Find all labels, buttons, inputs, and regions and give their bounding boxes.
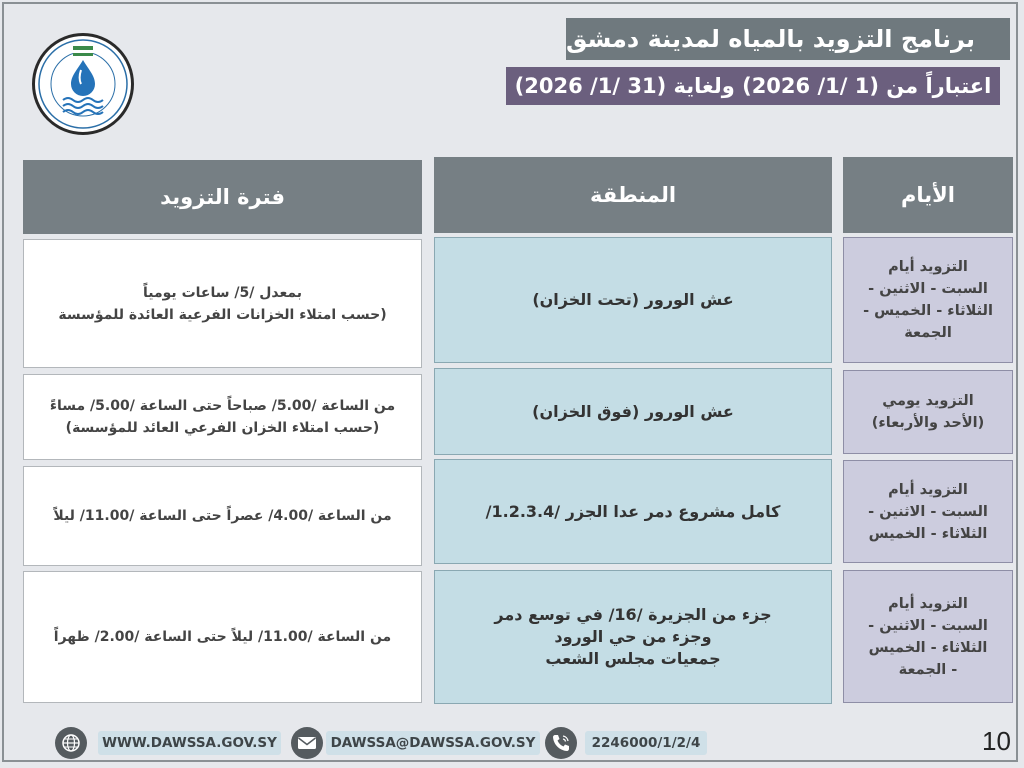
row-1-period: بمعدل /5/ ساعات يومياً (حسب امتلاء الخزانات الفرعية العائدة للمؤسسة [23,239,422,368]
row-1-days: التزويد أيام السبت - الاثنين - الثلاثاء - الخميس - الجمعة [843,237,1013,363]
organization-logo [32,33,134,135]
date-range-subtitle: اعتباراً من (1 /1/ 2026) ولغاية (31 /1/ 2026) [506,67,1000,105]
row-4-period: من الساعة /11.00/ ليلاً حتى الساعة /2.00/ ظهراً [23,571,422,703]
header-period: فترة التزويد [23,160,422,234]
row-2-days: التزويد يومي (الأحد والأربعاء) [843,370,1013,454]
row-4-days: التزويد أيام السبت - الاثنين - الثلاثاء - الخميس - الجمعة [843,570,1013,703]
header-days: الأيام [843,157,1013,233]
phone-number[interactable]: 2246000/1/2/4 [585,731,707,755]
row-2-period: من الساعة /5.00/ صباحاً حتى الساعة /5.00/ مساءً (حسب امتلاء الخزان الفرعي العائد للمؤسسة) [23,374,422,460]
header-area: المنطقة [434,157,832,233]
envelope-icon [291,727,323,759]
website-link[interactable]: WWW.DAWSSA.GOV.SY [98,731,281,755]
row-2-area: عش الورور (فوق الخزان) [434,368,832,455]
row-3-area: كامل مشروع دمر عدا الجزر /1.2.3.4/ [434,459,832,564]
email-link[interactable]: DAWSSA@DAWSSA.GOV.SY [326,731,540,755]
row-4-area: جزء من الجزيرة /16/ في توسع دمر وجزء من حي الورود جمعيات مجلس الشعب [434,570,832,704]
row-3-days: التزويد أيام السبت - الاثنين - الثلاثاء - الخميس [843,460,1013,563]
globe-icon [55,727,87,759]
page-number: 10 [982,726,1011,756]
row-1-area: عش الورور (تحت الخزان) [434,237,832,363]
phone-icon [545,727,577,759]
page-title: برنامج التزويد بالمياه لمدينة دمشق [566,18,1010,60]
row-3-period: من الساعة /4.00/ عصراً حتى الساعة /11.00/ ليلاً [23,466,422,566]
